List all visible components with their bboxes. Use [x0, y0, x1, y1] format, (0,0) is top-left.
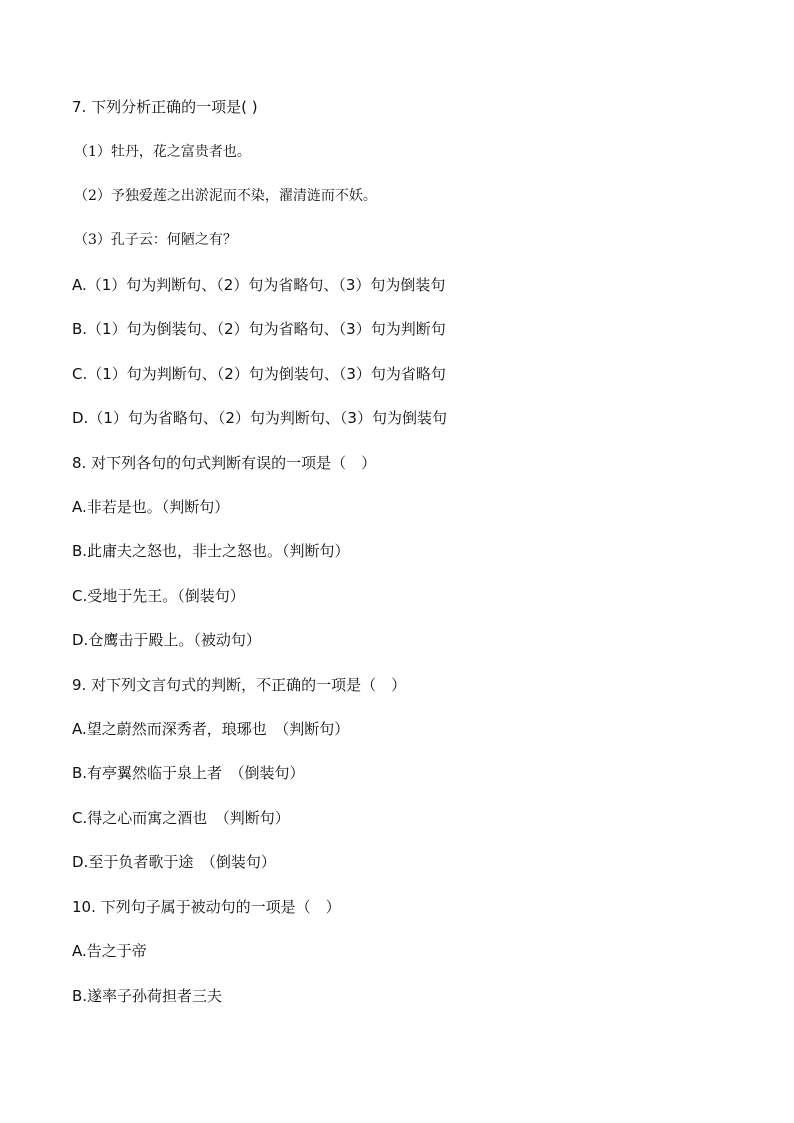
question-9-option-c: C.得之心而寓之酒也 （判断句）: [72, 809, 290, 827]
question-7-option-d: D.（1）句为省略句、（2）句为判断句、（3）句为倒装句: [72, 409, 447, 427]
question-7-sentence-1: （1）牡丹，花之富贵者也。: [74, 144, 251, 160]
question-8-option-a: A.非若是也。（判断句）: [72, 498, 230, 516]
question-9-option-b: B.有亭翼然临于泉上者 （倒装句）: [72, 764, 305, 782]
question-9-option-d: D.至于负者歌于途 （倒装句）: [72, 853, 276, 871]
question-10-option-b: B.遂率子孙荷担者三夫: [72, 987, 223, 1005]
question-8-option-b: B.此庸夫之怒也，非士之怒也。（判断句）: [72, 542, 350, 560]
question-9-stem: 9. 对下列文言句式的判断，不正确的一项是（ ）: [72, 676, 407, 694]
question-7-option-c: C.（1）句为判断句、（2）句为倒装句、（3）句为省略句: [72, 365, 446, 383]
question-8-stem: 8. 对下列各句的句式判断有误的一项是（ ）: [72, 454, 377, 472]
question-7-option-b: B.（1）句为倒装句、（2）句为省略句、（3）句为判断句: [72, 320, 446, 338]
question-9-option-a: A.望之蔚然而深秀者，琅琊也 （判断句）: [72, 720, 350, 738]
question-7-sentence-3: （3）孔子云：何陋之有？: [74, 232, 237, 248]
question-7-option-a: A.（1）句为判断句、（2）句为省略句、（3）句为倒装句: [72, 276, 446, 294]
question-7-sentence-2: （2）予独爱莲之出淤泥而不染，濯清涟而不妖。: [74, 188, 377, 204]
question-7-stem: 7. 下列分析正确的一项是( ): [72, 98, 258, 116]
question-10-stem: 10. 下列句子属于被动句的一项是（ ）: [72, 898, 341, 916]
question-8-option-d: D.仓鹰击于殿上。（被动句）: [72, 631, 261, 649]
question-10-option-a: A.告之于帝: [72, 942, 147, 960]
question-8-option-c: C.受地于先王。（倒装句）: [72, 587, 245, 605]
